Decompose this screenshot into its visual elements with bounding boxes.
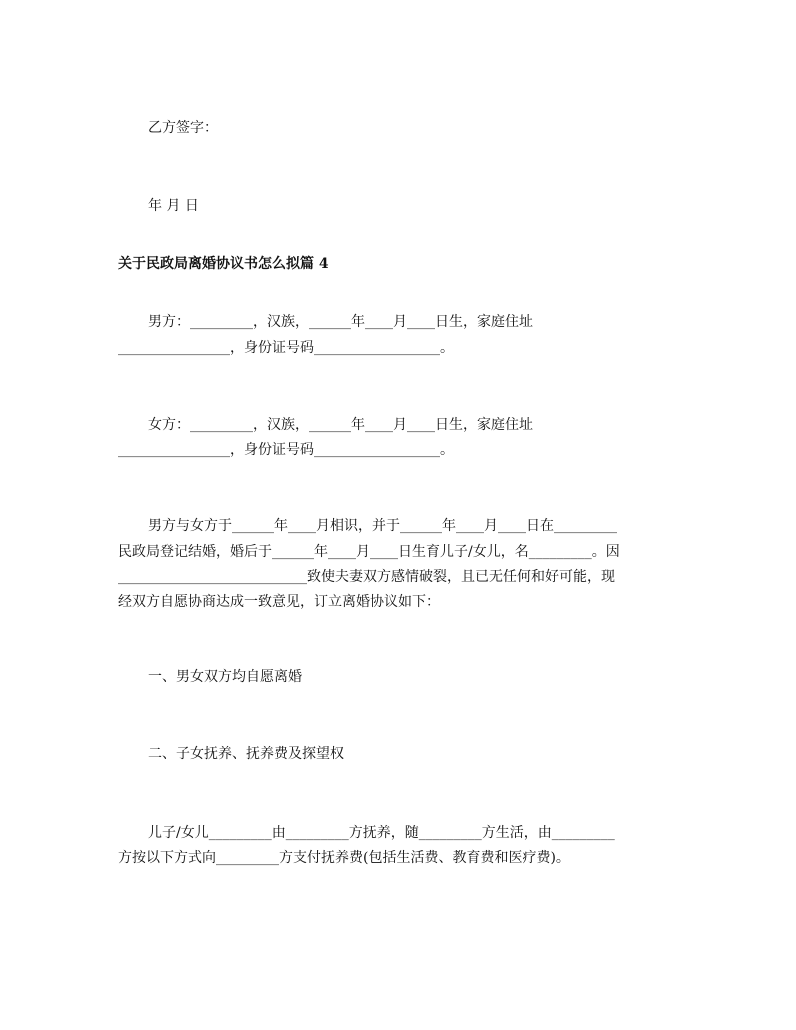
woman-info-line-2: ________________，身份证号码__________________。	[118, 442, 454, 458]
clause-1: 一、男女双方均自愿离婚	[148, 669, 302, 685]
custody-line-1: 儿子/女儿_________由_________方抚养，随_________方生活，由_________	[148, 825, 615, 841]
man-info-line-2: ________________，身份证号码__________________。	[118, 340, 454, 356]
section-title: 关于民政局离婚协议书怎么拟篇 4	[118, 256, 329, 272]
marriage-paragraph-line-2: 民政局登记结婚，婚后于______年____月____日生育儿子/女儿，名_________。因	[118, 544, 620, 560]
marriage-paragraph-line-3: ___________________________致使夫妻双方感情破裂，且已无任何和好可能，现	[118, 569, 615, 585]
woman-info-line-1: 女方：_________，汉族，______年____月____日生，家庭住址	[148, 417, 533, 433]
marriage-paragraph-line-1: 男方与女方于______年____月相识，并于______年____月____日在_________	[148, 518, 617, 534]
custody-line-2: 方按以下方式向_________方支付抚养费(包括生活费、教育费和医疗费)。	[118, 850, 570, 866]
marriage-paragraph-line-4: 经双方自愿协商达成一致意见，订立离婚协议如下：	[118, 594, 440, 610]
man-info-line-1: 男方：_________，汉族，______年____月____日生，家庭住址	[148, 314, 533, 330]
date-line: 年 月 日	[148, 198, 199, 214]
party-b-signature-label: 乙方签字：	[148, 120, 218, 136]
clause-2: 二、子女抚养、抚养费及探望权	[148, 746, 344, 762]
